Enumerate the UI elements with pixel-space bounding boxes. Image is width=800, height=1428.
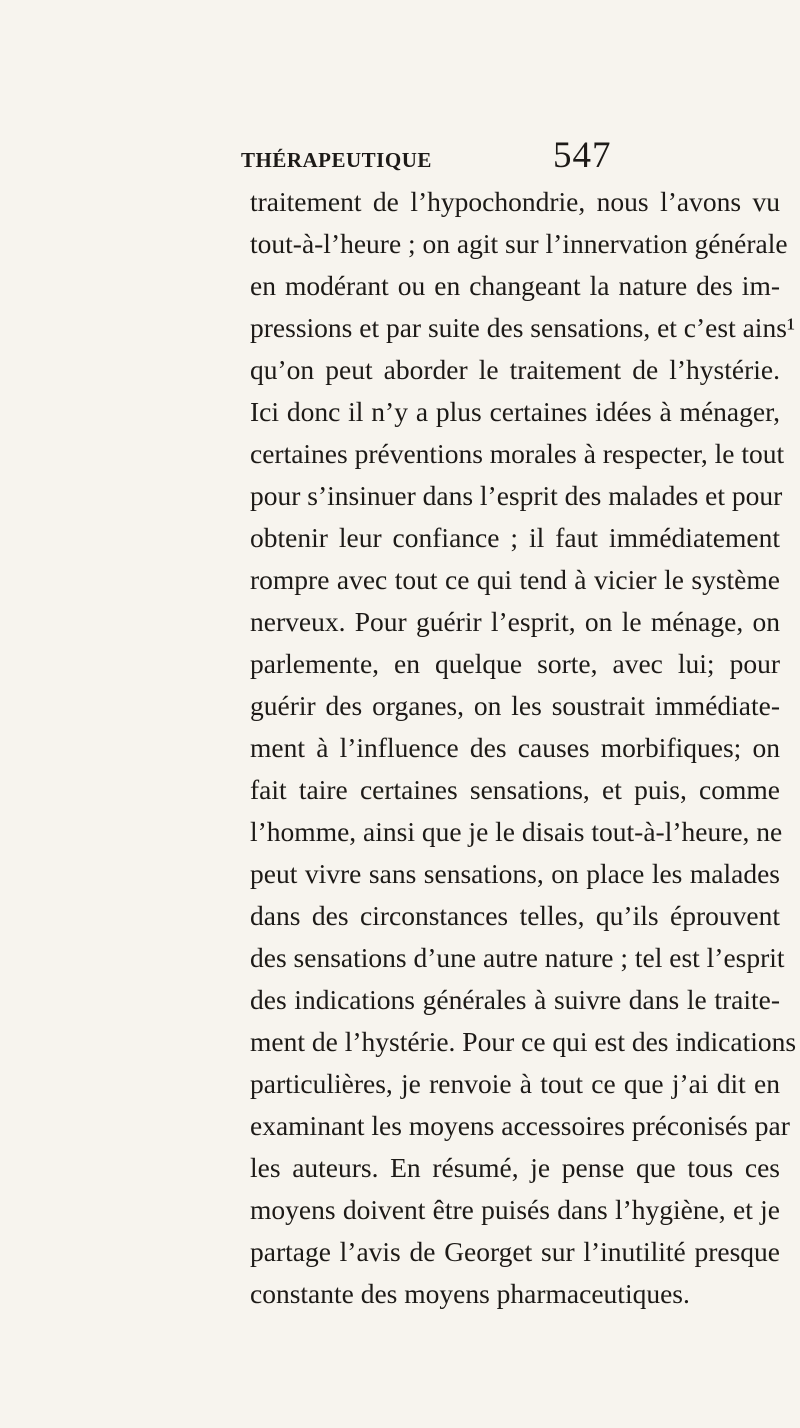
text-line: parlemente, en quelque sorte, avec lui; pour [250, 648, 780, 679]
text-line: tout-à-l’heure ; on agit sur l’innervation générale [250, 228, 788, 259]
text-line: ment à l’influence des causes morbifiques; on [250, 732, 780, 763]
text-line: peut vivre sans sensations, on place les malades [250, 858, 780, 889]
text-line: partage l’avis de Georget sur l’inutilité presque [250, 1236, 780, 1267]
text-line: ment de l’hystérie. Pour ce qui est des indications [250, 1026, 797, 1057]
running-head [0, 134, 800, 180]
text-line: obtenir leur confiance ; il faut immédiatement [250, 522, 780, 553]
text-line: pour s’insinuer dans l’esprit des malades et pour [250, 480, 783, 511]
text-line: des sensations d’une autre nature ; tel est l’esprit [250, 942, 785, 973]
body-text [250, 181, 797, 1315]
text-line: les auteurs. En résumé, je pense que tous ces [250, 1152, 780, 1183]
text-line: guérir des organes, on les soustrait immédiate- [250, 690, 780, 721]
text-line: dans des circonstances telles, qu’ils éprouvent [250, 900, 780, 931]
text-line: fait taire certaines sensations, et puis, comme [250, 774, 780, 805]
text-line: nerveux. Pour guérir l’esprit, on le ménage, on [250, 606, 780, 637]
text-line: traitement de l’hypochondrie, nous l’avons vu [250, 186, 780, 217]
text-line: constante des moyens pharmaceutiques. [250, 1278, 690, 1309]
page-number: 547 [553, 135, 612, 176]
text-line: Ici donc il n’y a plus certaines idées à ménager, [250, 396, 780, 427]
text-line: particulières, je renvoie à tout ce que j’ai dit en [250, 1068, 780, 1099]
text-line: l’homme, ainsi que je le disais tout-à-l’heure, ne [250, 816, 783, 847]
text-line: qu’on peut aborder le traitement de l’hystérie. [250, 354, 780, 385]
running-title: THÉRAPEUTIQUE [241, 148, 432, 172]
text-line: en modérant ou en changeant la nature des im- [250, 270, 780, 301]
text-line: certaines préventions morales à respecter, le tout [250, 438, 785, 469]
text-line: pressions et par suite des sensations, et c’est ains¹ [250, 312, 796, 343]
text-line: des indications générales à suivre dans le traite- [250, 984, 780, 1015]
text-line: moyens doivent être puisés dans l’hygiène, et je [250, 1194, 780, 1225]
text-line: examinant les moyens accessoires préconisés par [250, 1110, 790, 1141]
text-line: rompre avec tout ce qui tend à vicier le système [250, 564, 780, 595]
